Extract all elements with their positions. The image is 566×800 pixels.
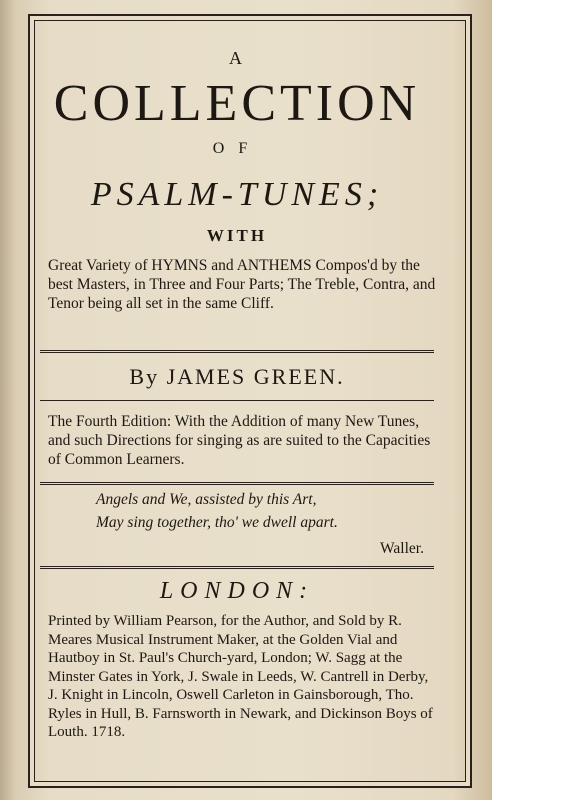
title-psalm-tunes: PSALM-TUNES; (90, 176, 384, 213)
epigraph-attribution: Waller. (380, 540, 424, 557)
epigraph-line-1: Angels and We, assisted by this Art, (96, 491, 317, 508)
hymns-description: Great Variety of HYMNS and ANTHEMS Compos'd by the best Masters, in Three and Four Parts; The Treble, Contra, and Tenor being all set in the same Cliff. (48, 257, 436, 312)
author-line: By JAMES GREEN. (129, 364, 345, 389)
imprint-text: Printed by William Pearson, for the Author, and Sold by R. Meares Musical Instrument Maker, at the Golden Vial and Hautboy in St. Paul's Church-yard, London; W. Sagg at the Minster Gates in York, J. Swale in Leeds, W. Cantrell in Derby, J. Knight in Lincoln, Oswell Carleton in Gainsborough, Tho. Ryles in Hull, B. Farnsworth in Newark, and Dickinson Boys of Louth. 1718. (48, 613, 433, 740)
epigraph-line-2: May sing together, tho' we dwell apart. (96, 514, 338, 531)
title-article: A (229, 48, 245, 68)
title-collection: COLLECTION (53, 75, 421, 132)
divider (40, 350, 434, 356)
divider (40, 400, 434, 401)
imprint-city: LONDON: (159, 578, 315, 604)
title-with: WITH (206, 226, 268, 245)
edition-description: The Fourth Edition: With the Addition of many New Tunes, and such Directions for singing as are suited to the Capacities of Common Learners. (48, 413, 431, 468)
epigraph (96, 488, 436, 534)
divider (40, 566, 434, 572)
title-of: OF (212, 140, 262, 157)
